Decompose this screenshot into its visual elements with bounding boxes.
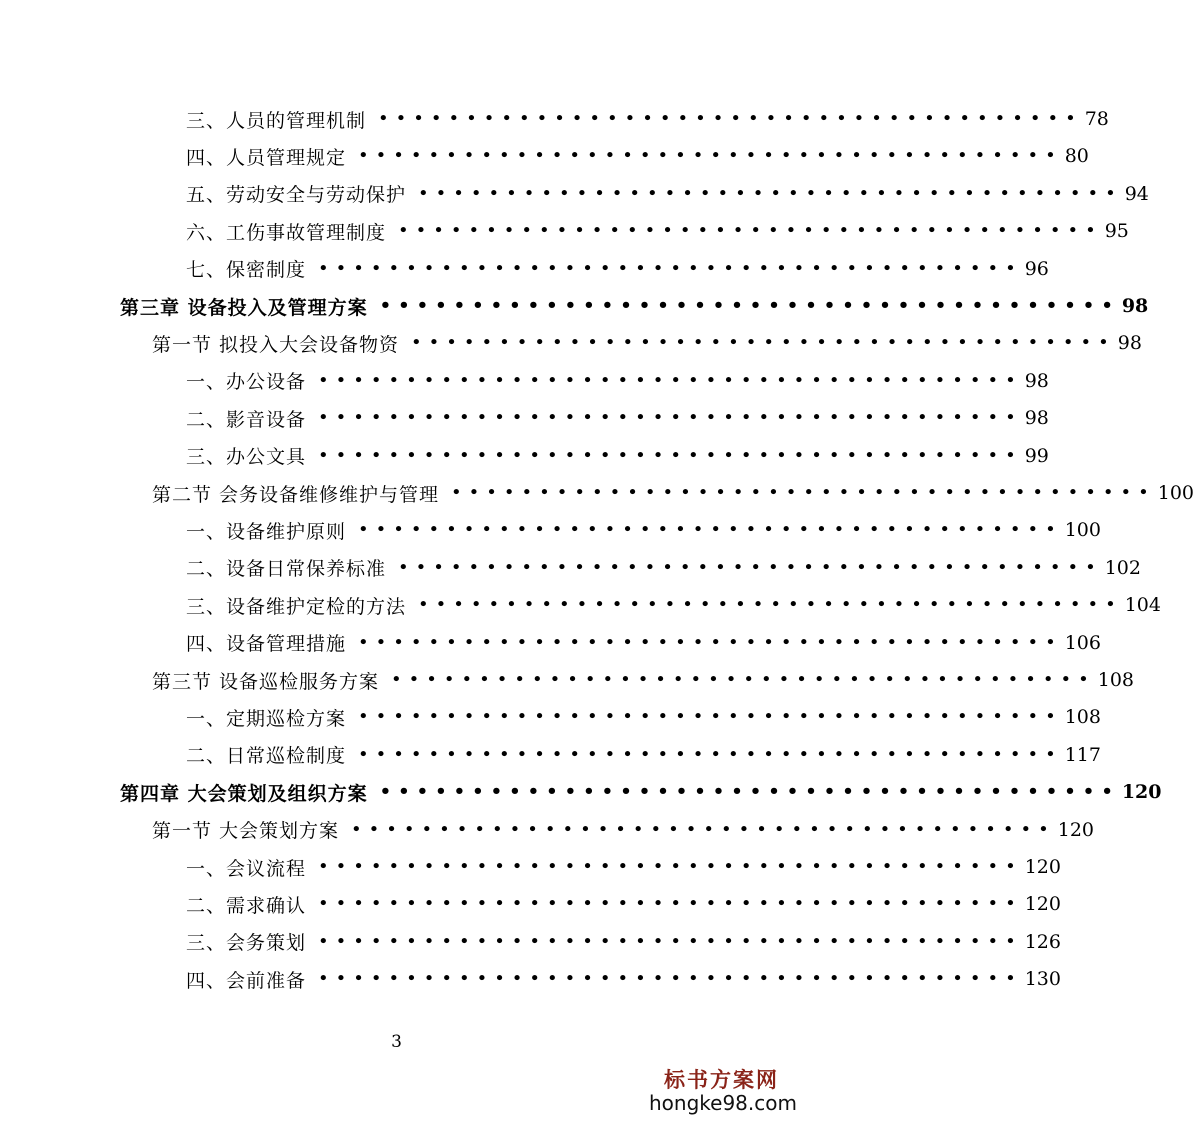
toc-entry-label: 三、会务策划 <box>186 932 307 955</box>
toc-entry-label: 第二节 会务设备维修维护与管理 <box>152 483 440 506</box>
toc-entry-page: 94 <box>1124 182 1149 205</box>
toc-entry-label: 二、影音设备 <box>186 408 307 431</box>
toc-entry-section[interactable] <box>152 328 1142 358</box>
toc-entry-section[interactable] <box>152 478 1194 508</box>
toc-entry-page: 80 <box>1064 145 1089 168</box>
toc-entry-page: 120 <box>1024 856 1061 878</box>
toc-leader-dots: •••••••••••••••••••••••••••••••••••••••• <box>358 519 1063 541</box>
toc-entry-label: 一、会议流程 <box>186 857 307 880</box>
toc-entry-label: 一、设备维护原则 <box>186 520 347 543</box>
toc-entry-label: 六、工伤事故管理制度 <box>186 221 387 244</box>
toc-entry-item[interactable] <box>186 179 1149 209</box>
toc-entry-page: 120 <box>1121 781 1162 804</box>
toc-entry-page: 102 <box>1104 556 1141 579</box>
toc-leader-dots: •••••••••••••••••••••••••••••••••••••••• <box>318 930 1023 952</box>
toc-leader-dots: •••••••••••••••••••••••••••••••••••••••• <box>398 220 1103 242</box>
toc-entry-page: 120 <box>1024 893 1061 916</box>
toc-leader-dots: •••••••••••••••••••••••••••••••••••••••• <box>411 332 1116 354</box>
toc-entry-item[interactable] <box>186 403 1049 433</box>
toc-entry-page: 96 <box>1024 257 1049 280</box>
toc-leader-dots: •••••••••••••••••••••••••••••••••••••••• <box>379 295 1120 316</box>
toc-entry-item[interactable] <box>186 441 1049 471</box>
toc-leader-dots: •••••••••••••••••••••••••••••••••••••••• <box>318 893 1023 915</box>
toc-leader-dots: •••••••••••••••••••••••••••••••••••••••• <box>418 182 1123 204</box>
toc-leader-dots: •••••••••••••••••••••••••••••••••••••••• <box>318 444 1023 466</box>
toc-entry-label: 第三章 设备投入及管理方案 <box>120 296 368 319</box>
toc-entry-page: 100 <box>1157 482 1194 504</box>
toc-entry-label: 第一节 拟投入大会设备物资 <box>152 333 400 356</box>
toc-entry-page: 98 <box>1117 332 1142 355</box>
toc-entry-item[interactable] <box>186 366 1049 396</box>
page-number: 3 <box>391 1032 402 1052</box>
toc-entry-label: 一、定期巡检方案 <box>186 707 347 730</box>
toc-leader-dots: •••••••••••••••••••••••••••••••••••••••• <box>318 856 1023 877</box>
toc-entry-label: 三、设备维护定检的方法 <box>186 595 407 618</box>
toc-leader-dots: •••••••••••••••••••••••••••••••••••••••• <box>379 781 1120 803</box>
toc-entry-item[interactable] <box>186 104 1109 134</box>
toc-leader-dots: •••••••••••••••••••••••••••••••••••••••• <box>358 706 1063 728</box>
toc-entry-item[interactable] <box>186 889 1061 919</box>
toc-leader-dots: •••••••••••••••••••••••••••••••••••••••• <box>318 968 1023 990</box>
toc-entry-label: 一、办公设备 <box>186 371 307 394</box>
toc-entry-page: 99 <box>1024 444 1049 467</box>
toc-entry-item[interactable] <box>186 927 1061 957</box>
toc-entry-label: 四、设备管理措施 <box>186 633 347 656</box>
toc-entry-label: 五、劳动安全与劳动保护 <box>186 184 407 207</box>
toc-leader-dots: •••••••••••••••••••••••••••••••••••••••• <box>451 482 1156 503</box>
toc-leader-dots: •••••••••••••••••••••••••••••••••••••••• <box>318 257 1023 279</box>
toc-entry-page: 117 <box>1064 743 1101 766</box>
toc-entry-page: 78 <box>1084 108 1109 130</box>
toc-entry-item[interactable] <box>186 964 1061 994</box>
toc-entry-label: 四、会前准备 <box>186 969 307 992</box>
toc-entry-item[interactable] <box>186 702 1101 732</box>
toc-entry-page: 98 <box>1024 369 1049 392</box>
toc-entry-section[interactable] <box>152 815 1094 845</box>
toc-entry-page: 100 <box>1064 519 1101 542</box>
toc-entry-item[interactable] <box>186 740 1101 770</box>
toc-entry-item[interactable] <box>186 590 1161 620</box>
toc-entry-item[interactable] <box>186 216 1129 246</box>
toc-leader-dots: •••••••••••••••••••••••••••••••••••••••• <box>318 407 1023 429</box>
toc-entry-label: 三、办公文具 <box>186 446 307 469</box>
toc-entry-item[interactable] <box>186 515 1101 545</box>
toc-entry-page: 95 <box>1104 220 1129 243</box>
toc-leader-dots: •••••••••••••••••••••••••••••••••••••••• <box>358 743 1063 765</box>
toc-entry-label: 第四章 大会策划及组织方案 <box>120 782 368 805</box>
toc-entry-item[interactable] <box>186 254 1049 284</box>
toc-entry-section[interactable] <box>152 665 1134 695</box>
toc-entry-item[interactable] <box>186 852 1061 882</box>
toc-entry-item[interactable] <box>186 141 1089 171</box>
toc-entry-page: 98 <box>1024 407 1049 430</box>
toc-entry-page: 108 <box>1064 706 1101 729</box>
toc-entry-label: 二、设备日常保养标准 <box>186 558 387 581</box>
toc-entry-page: 126 <box>1024 930 1061 953</box>
toc-entry-chapter[interactable] <box>120 777 1162 807</box>
toc-entry-page: 106 <box>1064 631 1101 654</box>
toc-leader-dots: •••••••••••••••••••••••••••••••••••••••• <box>358 145 1063 167</box>
toc-entry-label: 七、保密制度 <box>186 259 307 282</box>
toc-entry-page: 120 <box>1057 818 1094 841</box>
toc-entry-page: 98 <box>1121 295 1149 317</box>
toc-entry-item[interactable] <box>186 553 1141 583</box>
toc-entry-label: 第一节 大会策划方案 <box>152 820 340 843</box>
toc-leader-dots: •••••••••••••••••••••••••••••••••••••••• <box>418 594 1123 616</box>
toc-entry-chapter[interactable] <box>120 291 1149 321</box>
toc-entry-label: 三、人员的管理机制 <box>186 109 367 132</box>
toc-leader-dots: •••••••••••••••••••••••••••••••••••••••• <box>358 631 1063 653</box>
toc-leader-dots: •••••••••••••••••••••••••••••••••••••••• <box>351 818 1056 840</box>
toc-entry-label: 第三节 设备巡检服务方案 <box>152 670 380 693</box>
toc-entry-label: 二、需求确认 <box>186 894 307 917</box>
watermark-url: hongke98.com <box>649 1091 797 1115</box>
toc-leader-dots: •••••••••••••••••••••••••••••••••••••••• <box>318 369 1023 391</box>
toc-entry-page: 130 <box>1024 968 1061 991</box>
toc-entry-label: 四、人员管理规定 <box>186 146 347 169</box>
toc-leader-dots: •••••••••••••••••••••••••••••••••••••••• <box>398 556 1103 578</box>
toc-entry-page: 108 <box>1097 669 1134 691</box>
toc-leader-dots: •••••••••••••••••••••••••••••••••••••••• <box>378 108 1083 129</box>
toc-entry-page: 104 <box>1124 594 1161 617</box>
toc-entry-item[interactable] <box>186 628 1101 658</box>
watermark-name: 标书方案网 <box>664 1068 779 1092</box>
toc-entry-label: 二、日常巡检制度 <box>186 745 347 768</box>
toc-leader-dots: •••••••••••••••••••••••••••••••••••••••• <box>391 669 1096 690</box>
